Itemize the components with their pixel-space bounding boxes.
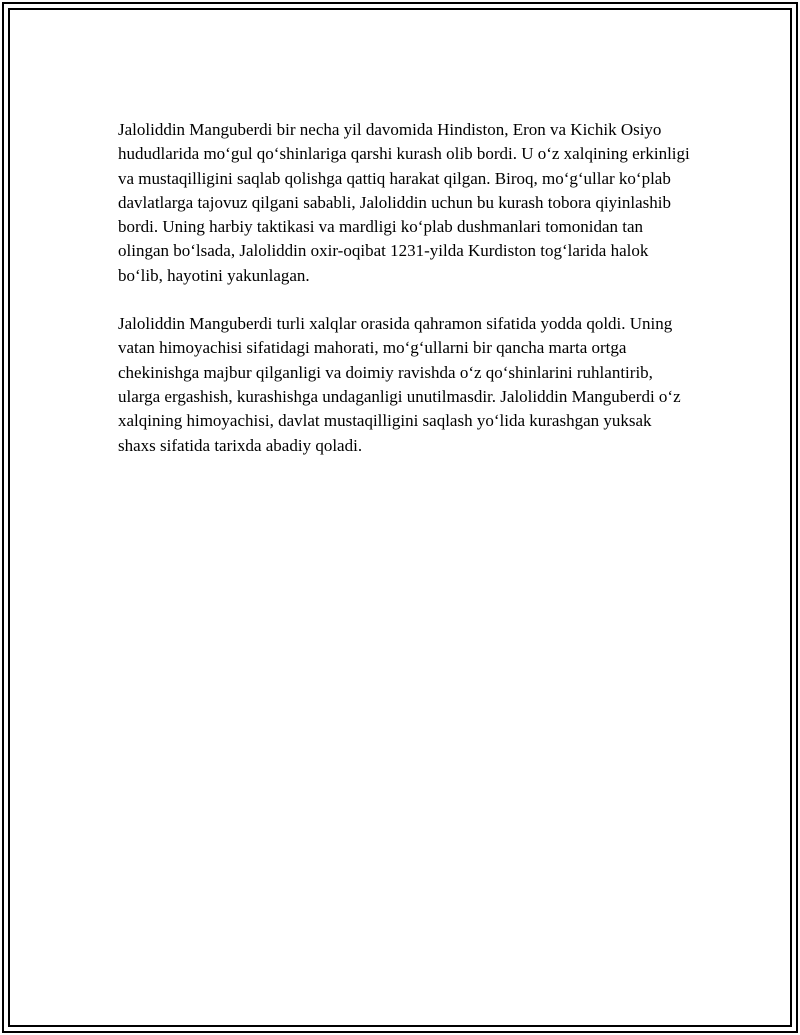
document-body	[118, 118, 693, 482]
paragraph: Jaloliddin Manguberdi bir necha yil davomida Hindiston, Eron va Kichik Osiyo hududlarida mo‘gul qo‘shinlariga qarshi kurash olib bordi. U o‘z xalqining erkinligi va mustaqilligini saqlab qolishga qattiq harakat qilgan. Biroq, mo‘g‘ullar ko‘plab davlatlarga tajovuz qilgani sababli, Jaloliddin uchun bu kurash tobora qiyinlashib bordi. Uning harbiy taktikasi va mardligi ko‘plab dushmanlari tomonidan tan olingan bo‘lsada, Jaloliddin oxir-oqibat 1231-yilda Kurdiston tog‘larida halok bo‘lib, hayotini yakunlagan.	[118, 120, 690, 285]
paragraph: Jaloliddin Manguberdi turli xalqlar orasida qahramon sifatida yodda qoldi. Uning vatan himoyachisi sifatidagi mahorati, mo‘g‘ullarni bir qancha marta ortga chekinishga majbur qilganligi va doimiy ravishda o‘z qo‘shinlarini ruhlantirib, ularga ergashish, kurashishga undaganligi unutilmasdir. Jaloliddin Manguberdi o‘z xalqining himoyachisi, davlat mustaqilligini saqlash yo‘lida kurashgan yuksak shaxs sifatida tarixda abadiy qoladi.	[118, 314, 681, 455]
